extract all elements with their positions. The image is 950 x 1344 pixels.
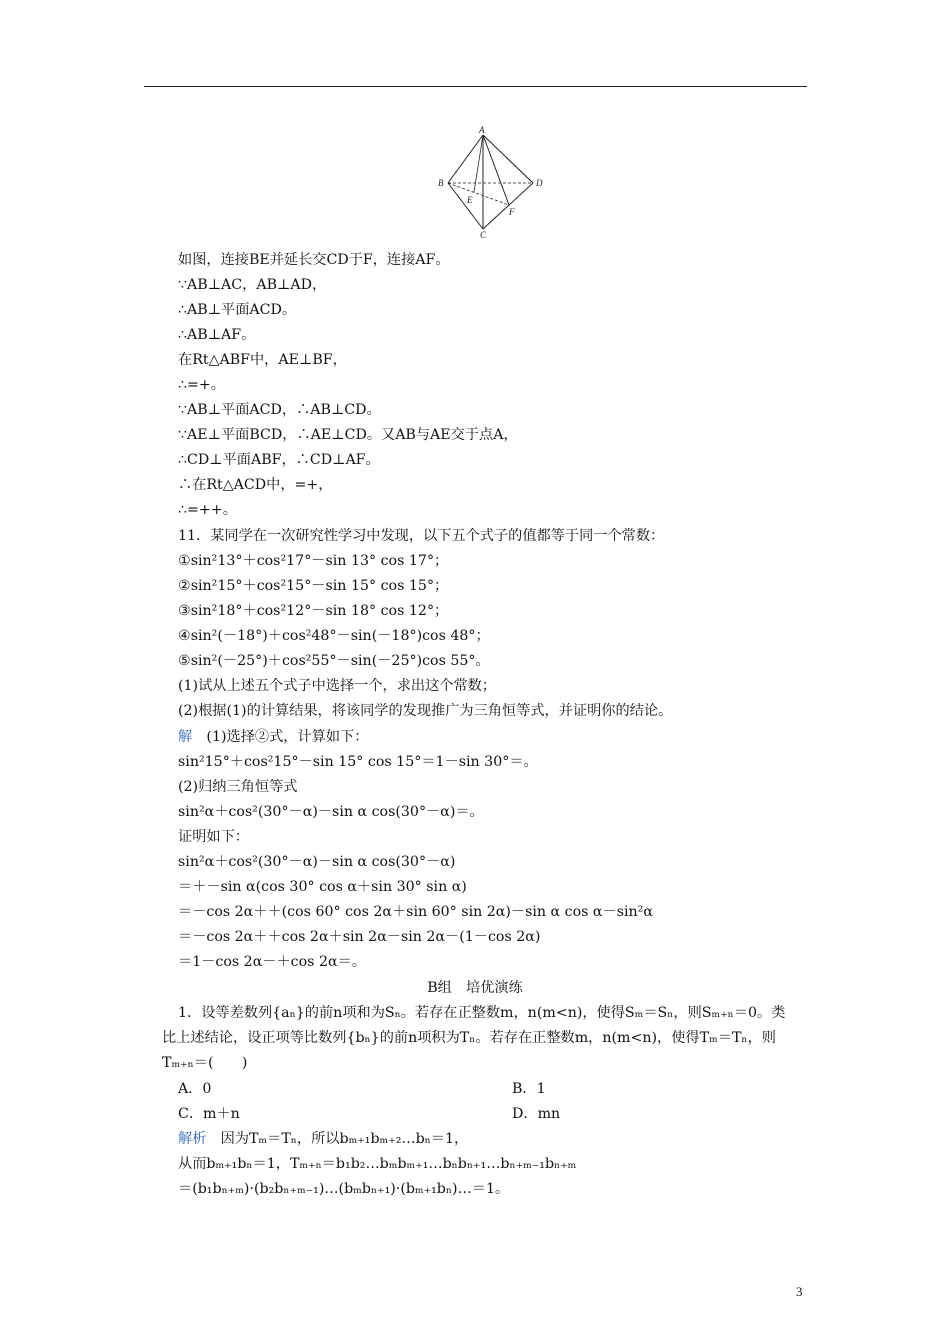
analysis-line-3: ＝(b₁bₙ₊ₘ)·(b₂bₙ₊ₘ₋₁)…(bₘbₙ₊₁)·(bₘ₊₁bₙ)…＝1。 bbox=[178, 1181, 510, 1197]
proof-line-2: ∵AB⊥AC，AB⊥AD， bbox=[178, 277, 327, 293]
choice-c: C．m＋n bbox=[178, 1106, 240, 1122]
b-q1-line-2: 比上述结论，设正项等比数列{bₙ}的前n项积为Tₙ。若存在正整数m，n(m<n)，使得Tₘ＝Tₙ，则 bbox=[162, 1030, 776, 1046]
proof-line-3: ∴AB⊥平面ACD。 bbox=[178, 302, 297, 318]
header-rule bbox=[144, 86, 807, 87]
solution-tag: 解 bbox=[178, 729, 193, 745]
analysis-line-1 bbox=[178, 1129, 468, 1149]
section-b-heading: B组 培优演练 bbox=[427, 980, 523, 996]
problem-11-expr-3: ③sin²18°＋cos²12°－sin 18° cos 12°； bbox=[178, 603, 449, 619]
proof-line-11: ∴=++。 bbox=[178, 502, 237, 518]
problem-11-q1: (1)试从上述五个式子中选择一个，求出这个常数； bbox=[178, 678, 497, 694]
label-a: A bbox=[479, 125, 485, 135]
b-q1-line-1: 1．设等差数列{aₙ}的前n项和为Sₙ。若存在正整数m，n(m<n)，使得Sₘ＝Sₙ，则Sₘ₊ₙ＝0。类 bbox=[178, 1005, 786, 1021]
b-q1-line-3: Tₘ₊ₙ＝( ) bbox=[162, 1055, 248, 1071]
label-d: D bbox=[536, 178, 543, 188]
label-b: B bbox=[438, 178, 444, 188]
problem-11-expr-1: ①sin²13°＋cos²17°－sin 13° cos 17°； bbox=[178, 553, 449, 569]
proof-line-4: ∴AB⊥AF。 bbox=[178, 327, 256, 343]
problem-11-intro: 11．某同学在一次研究性学习中发现，以下五个式子的值都等于同一个常数： bbox=[178, 528, 665, 544]
solution-line-9: ＝－cos 2α＋＋cos 2α＋sin 2α－sin 2α－(1－cos 2α) bbox=[178, 929, 541, 945]
label-c: C bbox=[480, 230, 487, 238]
solution-line-2: sin²15°＋cos²15°－sin 15° cos 15°＝1－sin 30°＝。 bbox=[178, 754, 538, 770]
label-f: F bbox=[509, 207, 515, 217]
solution-text-1: (1)选择②式，计算如下： bbox=[206, 729, 369, 745]
solution-line-8: ＝－cos 2α＋＋(cos 60° cos 2α＋sin 60° sin 2α)－sin α cos α－sin²α bbox=[178, 904, 653, 920]
analysis-text-1: 因为Tₘ＝Tₙ，所以bₘ₊₁bₘ₊₂…bₙ＝1， bbox=[220, 1131, 469, 1147]
analysis-tag: 解析 bbox=[178, 1131, 207, 1147]
proof-line-9: ∴CD⊥平面ABF，∴CD⊥AF。 bbox=[178, 452, 380, 468]
problem-11-expr-5: ⑤sin²(－25°)＋cos²55°－sin(－25°)cos 55°。 bbox=[178, 653, 490, 669]
solution-line-10: ＝1－cos 2α－＋cos 2α＝。 bbox=[178, 954, 366, 970]
proof-line-8: ∵AE⊥平面BCD，∴AE⊥CD。又AB与AE交于点A， bbox=[178, 427, 518, 443]
page-number: 3 bbox=[796, 1284, 803, 1299]
tetrahedron-figure bbox=[432, 124, 552, 238]
problem-11-expr-4: ④sin²(－18°)＋cos²48°－sin(－18°)cos 48°； bbox=[178, 628, 490, 644]
solution-line-4: sin²α＋cos²(30°－α)－sin α cos(30°－α)＝。 bbox=[178, 804, 484, 820]
problem-11-expr-2: ②sin²15°＋cos²15°－sin 15° cos 15°； bbox=[178, 578, 449, 594]
choice-d: D．mn bbox=[512, 1106, 561, 1122]
label-e: E bbox=[467, 195, 473, 205]
solution-line-6: sin²α＋cos²(30°－α)－sin α cos(30°－α) bbox=[178, 854, 456, 870]
solution-line-3: (2)归纳三角恒等式 bbox=[178, 779, 298, 795]
problem-11-q2: (2)根据(1)的计算结果，将该同学的发现推广为三角恒等式，并证明你的结论。 bbox=[178, 703, 673, 719]
proof-line-5: 在Rt△ABF中，AE⊥BF， bbox=[178, 352, 347, 368]
solution-line-1 bbox=[178, 727, 368, 747]
proof-line-1: 如图，连接BE并延长交CD于F，连接AF。 bbox=[178, 252, 450, 268]
choice-a: A．0 bbox=[178, 1081, 212, 1097]
proof-line-6: ∴=+。 bbox=[178, 377, 225, 393]
solution-line-7: ＝＋－sin α(cos 30° cos α＋sin 30° sin α) bbox=[178, 879, 467, 895]
choice-b: B．1 bbox=[512, 1081, 546, 1097]
solution-line-5: 证明如下： bbox=[178, 829, 249, 845]
analysis-line-2: 从而bₘ₊₁bₙ＝1，Tₘ₊ₙ＝b₁b₂…bₘbₘ₊₁…bₙbₙ₊₁…bₙ₊ₘ₋₁bₙ₊ₘ bbox=[178, 1156, 577, 1172]
proof-line-7: ∵AB⊥平面ACD，∴AB⊥CD。 bbox=[178, 402, 381, 418]
proof-line-10: ∴在Rt△ACD中，=+， bbox=[178, 477, 333, 493]
